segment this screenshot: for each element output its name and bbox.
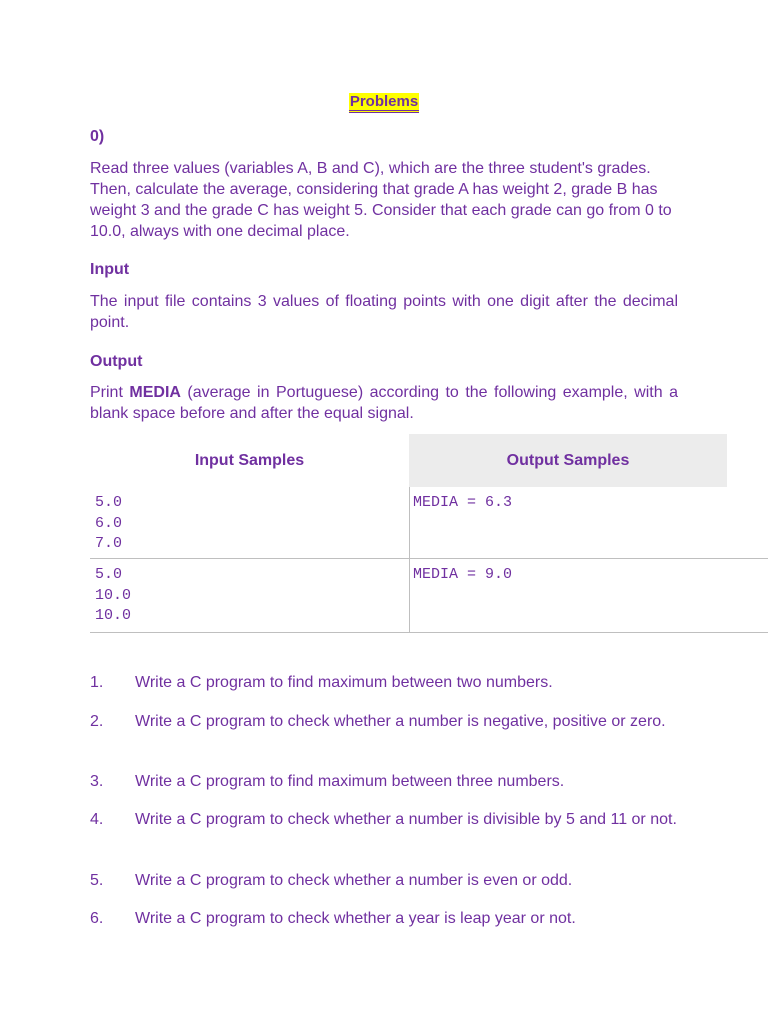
- input-heading: Input: [90, 261, 130, 278]
- samples-table-header: [90, 434, 768, 487]
- list-item-number: 4.: [90, 811, 104, 828]
- list-item: [90, 711, 680, 732]
- input-value: 5.0: [95, 566, 123, 583]
- list-item-text: Write a C program to check whether a number is negative, positive or zero.: [135, 713, 666, 730]
- output-description: [90, 382, 678, 424]
- list-item-number: 3.: [90, 773, 104, 790]
- input-sample-cell: [95, 565, 131, 627]
- list-item: [90, 672, 680, 693]
- output-sample-cell: MEDIA = 9.0: [413, 566, 513, 583]
- list-item-text: Write a C program to find maximum between two numbers.: [135, 674, 553, 691]
- list-item-number: 6.: [90, 910, 104, 927]
- input-value: 6.0: [95, 514, 123, 532]
- samples-table: [90, 434, 768, 633]
- table-row: [90, 487, 768, 559]
- column-divider: [409, 487, 410, 559]
- list-item-text: Write a C program to check whether a number is divisible by 5 and 11 or not.: [135, 811, 677, 828]
- page-title: [0, 93, 768, 110]
- list-item-number: 1.: [90, 674, 104, 691]
- problem-0-label: 0): [90, 128, 105, 145]
- list-item: [90, 870, 680, 891]
- page-title-text: Problems: [349, 93, 419, 113]
- input-value: 5.0: [95, 494, 123, 511]
- input-sample-cell: [95, 493, 122, 555]
- column-divider: [409, 559, 410, 633]
- list-item-text: Write a C program to check whether a year is leap year or not.: [135, 910, 576, 927]
- list-item-number: 2.: [90, 713, 104, 730]
- list-item: [90, 908, 680, 929]
- list-item-text: Write a C program to find maximum between three numbers.: [135, 773, 565, 790]
- problem-0-description: Read three values (variables A, B and C), which are the three student's grades. Then, calculate the average, considering that grade A has weight 2, grade B has weight 3 and the grade C has weight 5. Consider that each grade can go from 0 to 10.0, always with one decimal place.: [90, 160, 672, 240]
- input-value: 7.0: [95, 535, 123, 552]
- output-text-prefix: Print: [90, 384, 130, 401]
- output-text-bold: MEDIA: [129, 384, 181, 401]
- list-item: [90, 809, 680, 830]
- input-samples-header: Input Samples: [90, 434, 409, 487]
- input-description: The input file contains 3 values of floating points with one digit after the decimal point.: [90, 293, 678, 331]
- output-heading: Output: [90, 353, 143, 370]
- output-samples-header: Output Samples: [409, 434, 727, 487]
- list-item: [90, 771, 680, 792]
- table-row: [90, 559, 768, 633]
- list-item-text: Write a C program to check whether a number is even or odd.: [135, 872, 573, 889]
- input-value: 10.0: [95, 586, 132, 604]
- output-text-suffix: (average in Portuguese) according to the following example, with a blank space before and after the equal signal.: [90, 384, 679, 422]
- output-sample-cell: MEDIA = 6.3: [413, 494, 513, 511]
- input-value: 10.0: [95, 607, 132, 624]
- list-item-number: 5.: [90, 872, 104, 889]
